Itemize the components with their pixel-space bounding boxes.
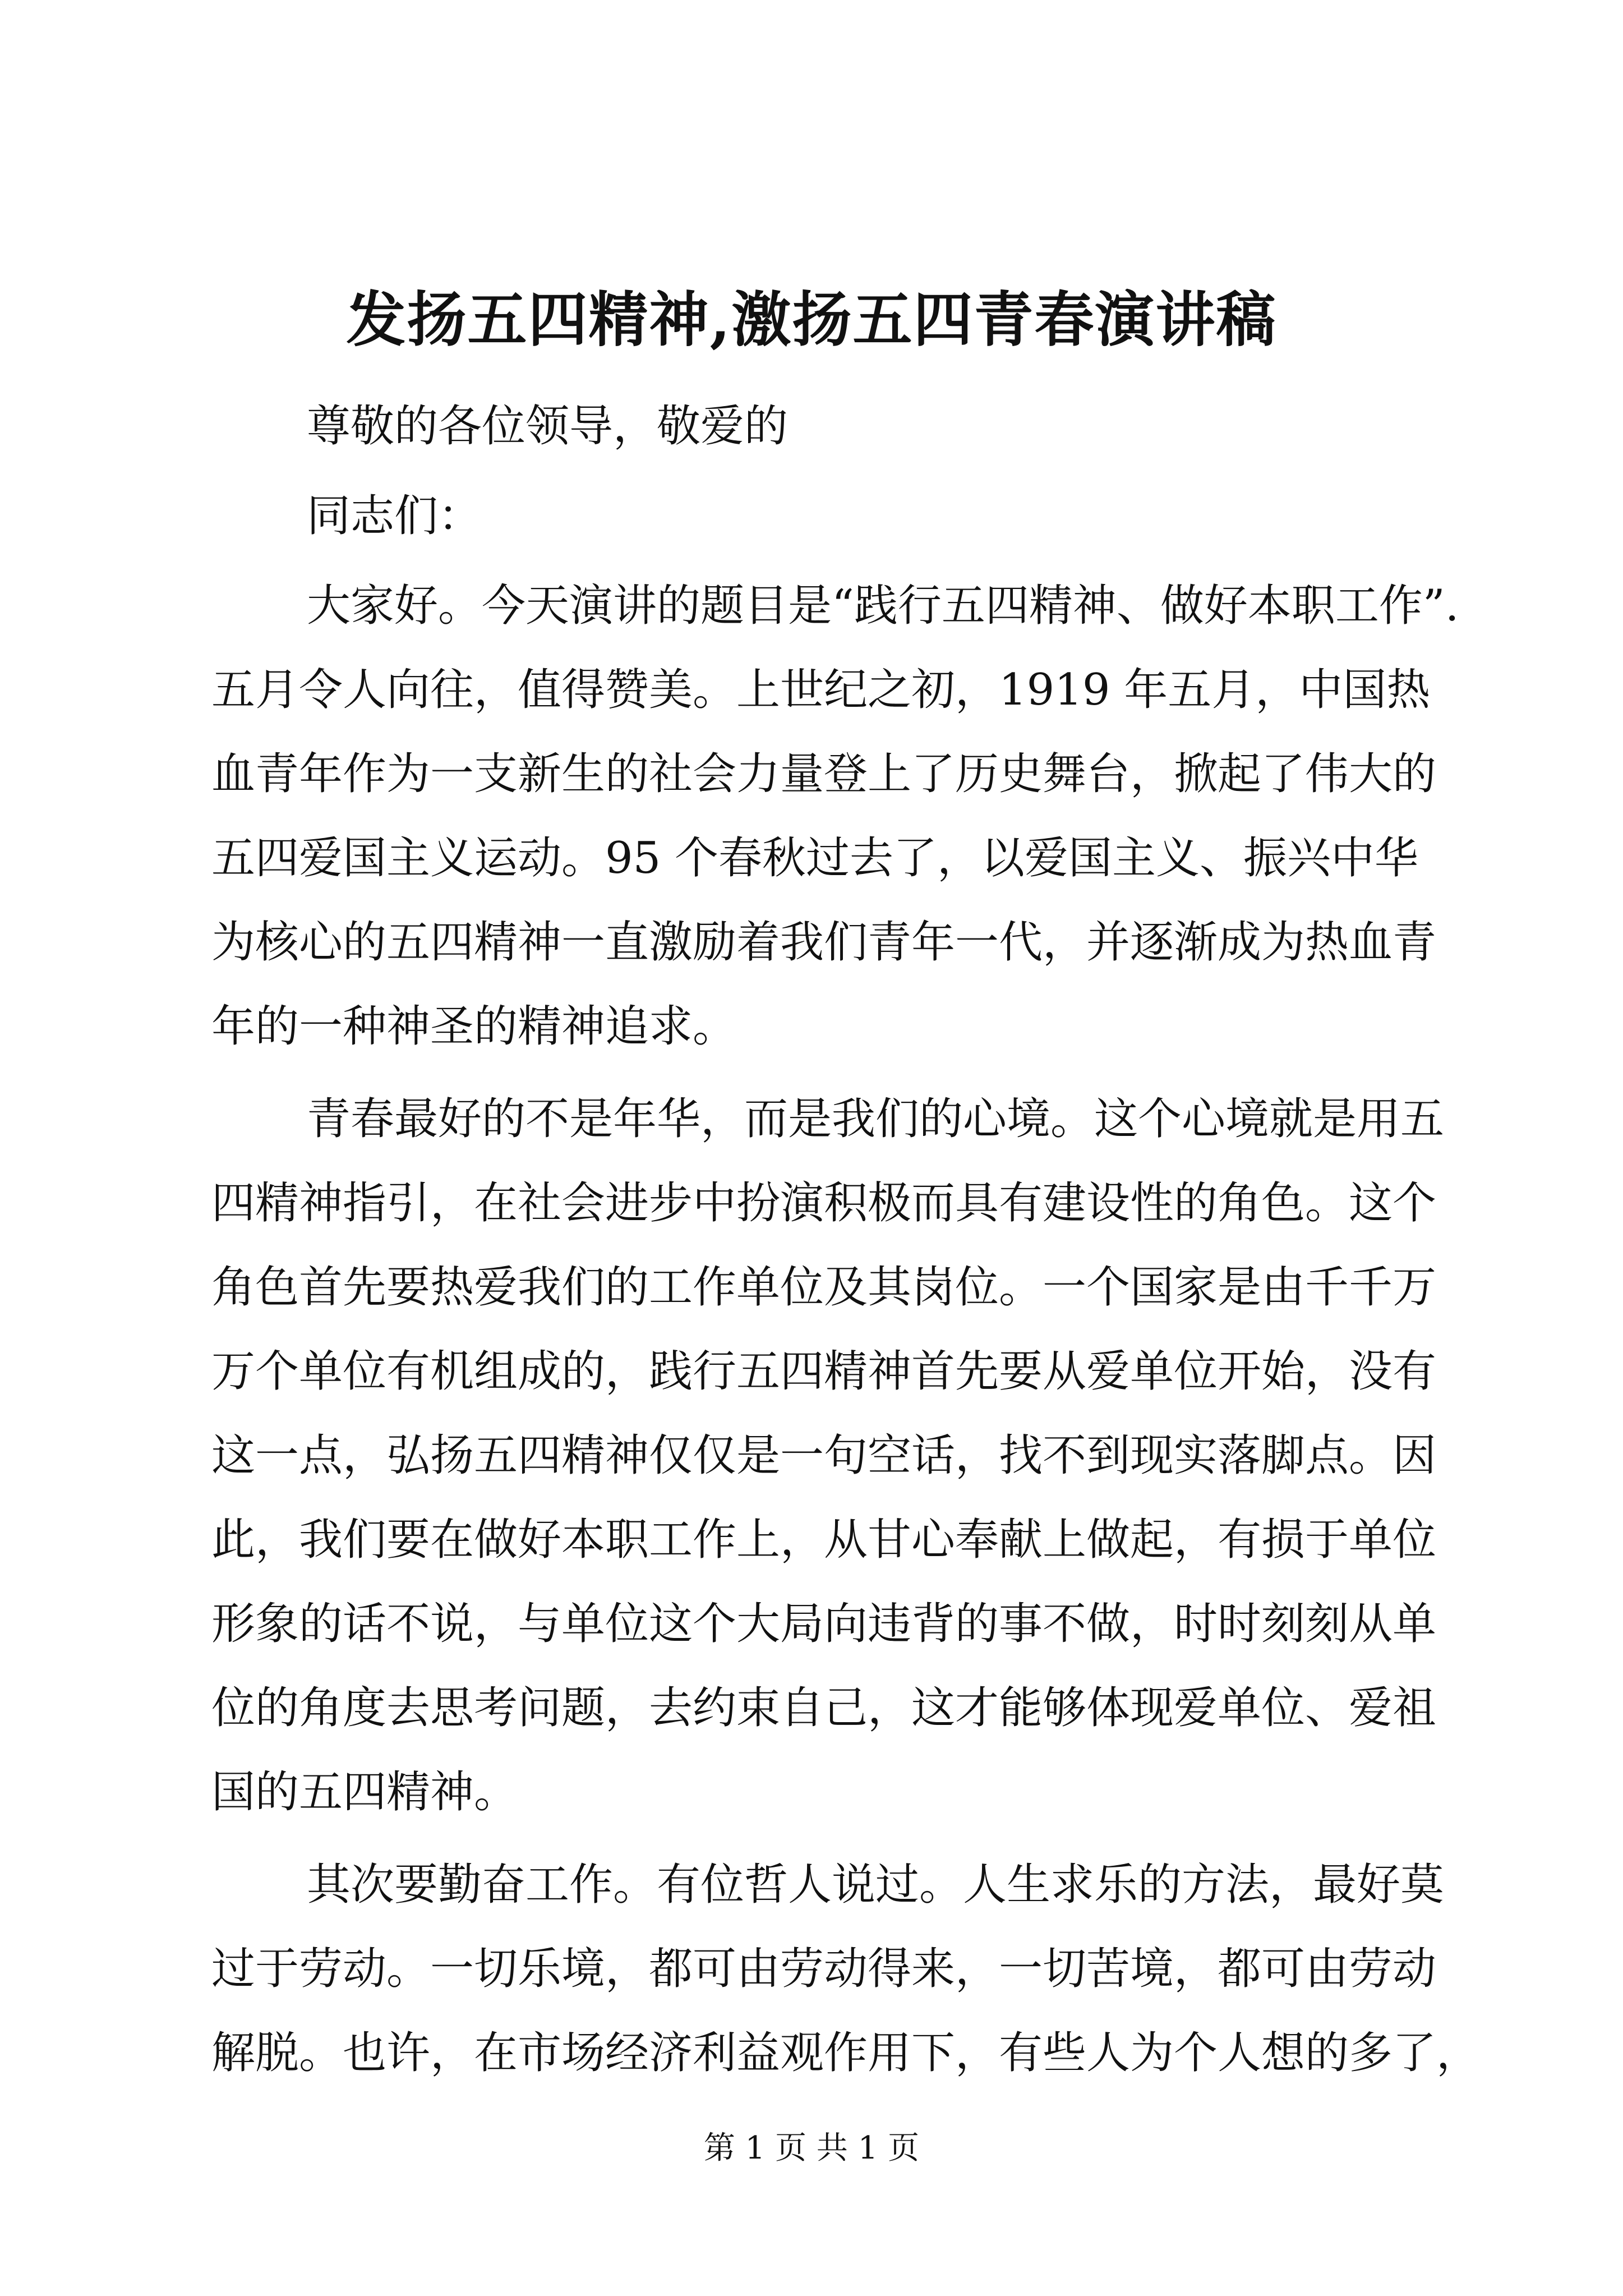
- paragraph-line: 为核心的五四精神一直激励着我们青年一代，并逐渐成为热血青: [211, 917, 1437, 968]
- salutation-line-1: 尊敬的各位领导，敬爱的: [307, 401, 789, 452]
- paragraph-line: 位的角度去思考问题，去约束自己，这才能够体现爱单位、爱祖: [211, 1683, 1437, 1733]
- paragraph-line: 形象的话不说，与单位这个大局向违背的事不做，时时刻刻从单: [211, 1599, 1437, 1649]
- paragraph-line: 过于劳动。一切乐境，都可由劳动得来，一切苦境，都可由劳动: [211, 1944, 1437, 1994]
- paragraph-line: 四精神指引，在社会进步中扮演积极而具有建设性的角色。这个: [211, 1178, 1437, 1228]
- paragraph-line: 血青年作为一支新生的社会力量登上了历史舞台，掀起了伟大的: [211, 749, 1437, 799]
- paragraph-line: 年的一种神圣的精神追求。: [211, 1001, 737, 1052]
- paragraph-line: 五四爱国主义运动。95 个春秋过去了，以爱国主义、振兴中华: [211, 833, 1419, 884]
- paragraph-line: 大家好。今天演讲的题目是“践行五四精神、做好本职工作”.: [307, 581, 1459, 631]
- paragraph-line: 这一点，弘扬五四精神仅仅是一句空话，找不到现实落脚点。因: [211, 1430, 1437, 1481]
- paragraph-line: 青春最好的不是年华，而是我们的心境。这个心境就是用五: [307, 1094, 1445, 1144]
- paragraph-line: 角色首先要热爱我们的工作单位及其岗位。一个国家是由千千万: [211, 1262, 1437, 1313]
- paragraph-line: 解脱。也许，在市场经济利益观作用下，有些人为个人想的多了，: [211, 2028, 1481, 2078]
- page-footer: 第 1 页 共 1 页: [703, 2130, 920, 2166]
- document-title: 发扬五四精神,激扬五四青春演讲稿: [346, 284, 1277, 355]
- paragraph-line: 此，我们要在做好本职工作上，从甘心奉献上做起，有损于单位: [211, 1515, 1437, 1565]
- paragraph-line: 其次要勤奋工作。有位哲人说过。人生求乐的方法，最好莫: [307, 1860, 1445, 1910]
- salutation-line-2: 同志们：: [307, 491, 482, 541]
- paragraph-line: 国的五四精神。: [211, 1767, 518, 1818]
- paragraph-line: 万个单位有机组成的，践行五四精神首先要从爱单位开始，没有: [211, 1346, 1437, 1397]
- paragraph-line: 五月令人向往，值得赞美。上世纪之初，1919 年五月，中国热: [211, 665, 1431, 715]
